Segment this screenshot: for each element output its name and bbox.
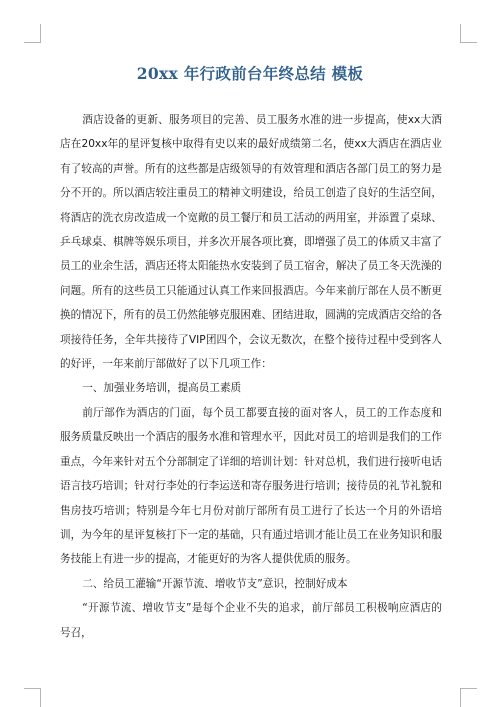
crop-mark-top-left	[40, 24, 41, 42]
crop-mark-bottom-left	[40, 688, 41, 707]
body-paragraph: 酒店设备的更新、服务项目的完善、员工服务水准的进一步提高，使xx大酒店在20xx年的星评复核中取得有史以来的最好成绩第二名，使xx大酒店在酒店业有了较高的声誉。所有的这些都是店级领导的有效管理和酒店各部门员工的努力是分不开的。所以酒店较注重员工的精神文明建设，给员工创造了良好的生活空间，将酒店的洗衣房改造成一个宽敞的员工餐厅和员工活动的两用室，并添置了桌球、乒乓球桌、棋牌等娱乐项目，并多次开展各项比赛，即增强了员工的体质又丰富了员工的业余生活，酒店还将太阳能热水安装到了员工宿舍，解决了员工冬天洗澡的问题。所有的这些员工只能通过认真工作来回报酒店。今年来前厅部在人员不断更换的情况下，所有的员工仍然能够克服困难、团结进取，圆满的完成酒店交给的各项接待任务，全年共接待了VIP团四个，会议无数次，在整个接待过程中受到客人的好评，一年来前厅部做好了以下几项工作：	[60, 114, 442, 371]
crop-mark-top-right	[460, 24, 461, 42]
body-paragraph: “开源节流、增收节支”是每个企业不失的追求，前厅部员工积极响应酒店的号召，	[60, 602, 442, 639]
document-body	[60, 108, 442, 645]
section-heading: 一、加强业务培训，提高员工素质	[82, 382, 242, 395]
crop-mark-bottom-left	[24, 688, 41, 689]
crop-mark-top-left	[24, 42, 41, 43]
crop-mark-bottom-right	[460, 688, 477, 689]
crop-mark-top-right	[460, 42, 477, 43]
body-paragraph: 前厅部作为酒店的门面，每个员工都要直接的面对客人，员工的工作态度和服务质量反映出一个酒店的服务水准和管理水平，因此对员工的培训是我们的工作重点，今年来针对五个分部制定了详细的培训计划：针对总机，我们进行接听电话语言技巧培训；针对行李处的行李运送和寄存服务进行培训；接待员的礼节礼貌和售房技巧培训；特别是今年七月份对前厅部所有员工进行了长达一个月的外语培训，为今年的星评复核打下一定的基础，只有通过培训才能让员工在业务知识和服务技能上有进一步的提高，才能更好的为客人提供优质的服务。	[60, 406, 442, 566]
section-heading: 二、给员工灌输“开源节流、增收节支”意识，控制好成本	[82, 577, 348, 590]
crop-mark-bottom-right	[460, 688, 461, 707]
document-title: 20xx 年行政前台年终总结 模板	[136, 64, 364, 83]
